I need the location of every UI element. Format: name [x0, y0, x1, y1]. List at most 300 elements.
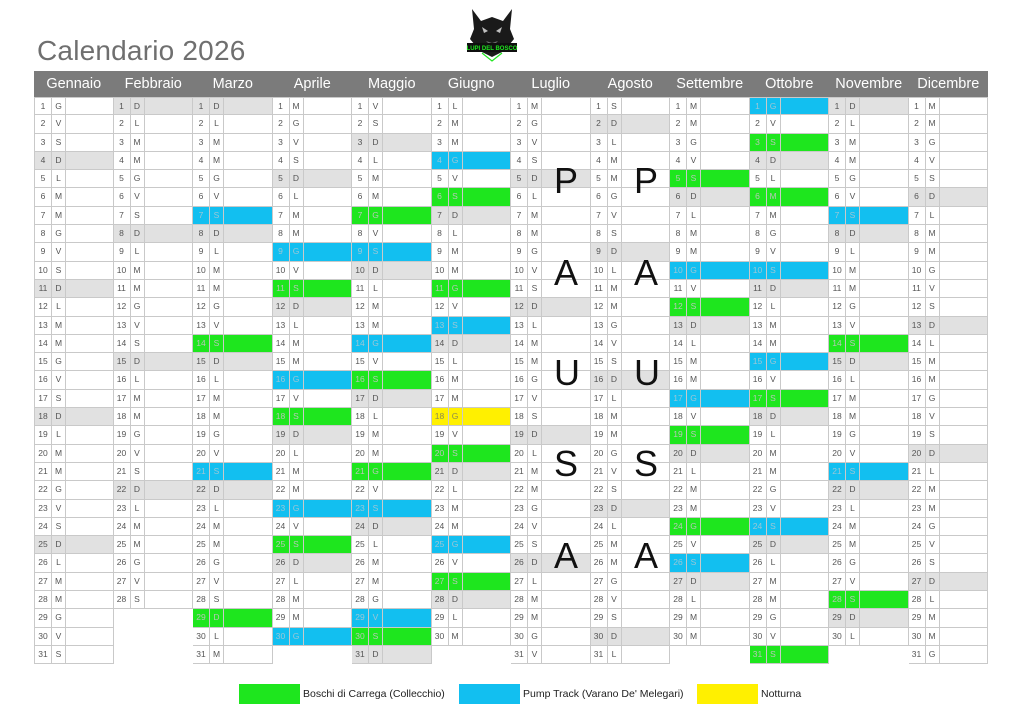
weekday-letter: M: [451, 136, 459, 147]
event-cell: [462, 481, 511, 498]
day-number: 15: [432, 353, 449, 370]
day-cell: [591, 573, 671, 591]
day-cell: [34, 298, 114, 316]
day-number: 21: [829, 463, 846, 480]
day-number: 27: [829, 573, 846, 590]
day-cell: [909, 262, 989, 280]
weekday-letter: D: [213, 101, 220, 111]
event-cell: [65, 426, 113, 443]
weekday-letter: D: [610, 502, 618, 513]
event-cell: [144, 481, 193, 498]
weekday-letter: S: [369, 628, 382, 645]
day-cell: [352, 280, 432, 298]
day-cell: [193, 97, 273, 115]
weekday-letter: S: [449, 317, 462, 334]
day-number: 5: [670, 170, 687, 187]
day-cell: [591, 115, 671, 133]
weekday-letter: M: [133, 539, 141, 550]
weekday-letter: S: [611, 612, 617, 623]
event-cell: [780, 152, 829, 169]
day-number: 19: [670, 426, 687, 443]
day-number: 31: [193, 646, 210, 663]
day-number: 17: [909, 390, 926, 407]
day-cell: [432, 170, 512, 188]
weekday-letter: D: [292, 301, 300, 312]
day-cell: [750, 536, 830, 554]
day-cell: [909, 500, 989, 518]
event-cell: [462, 115, 511, 132]
weekday-letter: D: [451, 465, 459, 476]
day-cell: [829, 554, 909, 572]
weekday-letter: M: [928, 118, 936, 129]
event-cell: [859, 225, 908, 242]
weekday-letter: S: [55, 648, 62, 659]
weekday-letter: L: [929, 465, 935, 476]
weekday-letter: M: [371, 447, 380, 458]
day-number: 6: [511, 188, 528, 205]
weekday-letter: D: [133, 228, 141, 239]
day-number: 10: [193, 262, 210, 279]
weekday-letter: D: [690, 319, 697, 330]
weekday-letter: D: [849, 356, 856, 367]
weekday-letter: M: [848, 136, 857, 147]
day-cell: [273, 152, 353, 170]
event-cell: [700, 170, 749, 187]
day-number: 15: [193, 353, 210, 370]
month-column: [114, 97, 194, 664]
day-cell: [114, 390, 194, 408]
day-cell: [829, 481, 909, 499]
event-cell: [859, 317, 908, 334]
event-cell: [700, 628, 749, 645]
day-number: 7: [829, 207, 846, 224]
day-cell: [193, 481, 273, 499]
day-number: 19: [829, 426, 846, 443]
event-cell: [462, 134, 511, 151]
day-cell: [114, 134, 194, 152]
day-number: 14: [591, 335, 608, 352]
weekday-letter: M: [928, 612, 936, 623]
day-cell: [273, 134, 353, 152]
day-cell: [511, 262, 591, 280]
event-cell: [303, 536, 352, 553]
weekday-letter: V: [134, 319, 140, 330]
day-cell: [432, 518, 512, 536]
day-number: 19: [591, 426, 608, 443]
day-number: 20: [829, 445, 846, 462]
event-cell: [223, 188, 272, 205]
weekday-letter: D: [133, 484, 141, 495]
weekday-letter: S: [846, 207, 859, 224]
event-cell: [700, 573, 749, 590]
day-cell: [352, 115, 432, 133]
weekday-letter: L: [56, 429, 61, 440]
weekday-letter: V: [611, 337, 617, 348]
weekday-letter: S: [55, 392, 62, 403]
weekday-letter: G: [531, 502, 538, 513]
event-cell: [780, 573, 829, 590]
day-number: 26: [511, 554, 528, 571]
weekday-letter: G: [369, 463, 382, 480]
weekday-letter: S: [213, 594, 220, 605]
day-cell: [511, 554, 591, 572]
day-cell: [511, 97, 591, 115]
weekday-letter: D: [690, 447, 697, 458]
weekday-letter: M: [689, 630, 698, 641]
day-cell: [352, 152, 432, 170]
day-cell: [750, 134, 830, 152]
day-cell: [193, 554, 273, 572]
event-cell: [541, 628, 590, 645]
weekday-letter: G: [290, 371, 303, 388]
day-number: 17: [670, 390, 687, 407]
day-cell: [34, 225, 114, 243]
month-header: Ottobre: [765, 76, 814, 92]
day-number: 17: [273, 390, 290, 407]
event-cell: [621, 115, 670, 132]
weekday-letter: M: [212, 154, 221, 165]
day-number: 13: [114, 317, 131, 334]
event-cell: [621, 335, 670, 352]
weekday-letter: M: [292, 484, 300, 495]
event-cell: [939, 646, 988, 663]
day-cell: [352, 554, 432, 572]
day-number: 1: [432, 98, 449, 114]
weekday-letter: V: [293, 264, 299, 275]
day-number: 30: [352, 628, 369, 645]
weekday-letter: L: [611, 264, 617, 275]
day-cell: [114, 408, 194, 426]
day-number: 21: [35, 463, 52, 480]
day-cell: [909, 188, 989, 206]
day-number: 11: [750, 280, 767, 297]
event-cell: [462, 353, 511, 370]
event-cell: [621, 646, 670, 663]
weekday-letter: M: [530, 594, 539, 605]
event-cell: [303, 262, 352, 279]
weekday-letter: V: [690, 411, 697, 422]
day-number: 26: [273, 554, 290, 571]
day-number: 5: [352, 170, 369, 187]
event-cell: [700, 609, 749, 626]
event-cell: [939, 243, 988, 260]
day-number: 7: [193, 207, 210, 224]
day-number: 7: [511, 207, 528, 224]
day-cell: [432, 500, 512, 518]
day-number: 27: [273, 573, 290, 590]
day-cell: [34, 353, 114, 371]
event-cell: [939, 170, 988, 187]
day-number: 18: [193, 408, 210, 425]
day-number: 11: [591, 280, 608, 297]
weekday-letter: V: [372, 484, 379, 495]
weekday-letter: M: [212, 411, 221, 422]
day-number: 26: [35, 554, 52, 571]
day-cell: [114, 243, 194, 261]
weekday-letter: M: [451, 502, 459, 513]
weekday-letter: M: [769, 447, 777, 458]
day-cell: [352, 188, 432, 206]
day-cell: [511, 317, 591, 335]
event-cell: [939, 317, 988, 334]
event-cell: [65, 298, 113, 315]
event-cell: [144, 390, 193, 407]
day-cell: [34, 609, 114, 627]
day-number: 17: [352, 390, 369, 407]
day-cell: [511, 298, 591, 316]
day-cell: [273, 536, 353, 554]
weekday-letter: M: [371, 301, 380, 312]
day-cell: [750, 426, 830, 444]
legend: [0, 684, 1024, 706]
weekday-letter: D: [55, 282, 62, 293]
weekday-letter: G: [213, 173, 220, 184]
event-cell: [859, 134, 908, 151]
day-cell: [670, 298, 750, 316]
day-number: 14: [114, 335, 131, 352]
day-cell: [352, 262, 432, 280]
weekday-letter: V: [849, 575, 856, 586]
weekday-letter: G: [610, 191, 618, 202]
weekday-letter: M: [689, 502, 698, 513]
event-cell: [65, 609, 113, 626]
event-cell: [382, 500, 431, 517]
event-cell: [700, 371, 749, 388]
weekday-letter: S: [531, 539, 538, 550]
day-cell: [829, 243, 909, 261]
event-cell: [223, 298, 272, 315]
weekday-letter: D: [849, 228, 856, 239]
event-cell: [541, 646, 590, 663]
day-cell: [193, 188, 273, 206]
day-number: 6: [193, 188, 210, 205]
weekday-letter: M: [133, 520, 141, 531]
day-cell: [750, 481, 830, 499]
month-header: Agosto: [607, 76, 653, 92]
event-cell: [223, 225, 272, 242]
weekday-letter: D: [372, 392, 379, 403]
day-number: 20: [591, 445, 608, 462]
event-cell: [303, 134, 352, 151]
day-number: 21: [193, 463, 210, 480]
event-cell: [541, 426, 590, 443]
event-cell: [700, 408, 749, 425]
day-cell: [193, 591, 273, 609]
day-number: 2: [670, 115, 687, 132]
day-cell: [511, 115, 591, 133]
day-cell: [34, 262, 114, 280]
weekday-letter: G: [769, 612, 777, 623]
weekday-letter: G: [290, 628, 303, 645]
day-number: 5: [35, 170, 52, 187]
wolf-logo: [464, 5, 520, 63]
event-cell: [382, 609, 431, 626]
day-number: 24: [193, 518, 210, 535]
day-number: 29: [193, 609, 210, 626]
event-cell: [621, 426, 670, 443]
event-cell: [780, 335, 829, 352]
day-cell: [591, 262, 671, 280]
pausa-letter: U: [554, 352, 580, 393]
weekday-letter: V: [770, 118, 776, 129]
day-cell: [750, 573, 830, 591]
day-number: 1: [591, 98, 608, 114]
weekday-letter: M: [769, 209, 777, 220]
weekday-letter: L: [373, 539, 378, 550]
weekday-letter: M: [54, 209, 63, 220]
event-cell: [859, 518, 908, 535]
event-cell: [382, 243, 431, 260]
day-number: 10: [352, 262, 369, 279]
day-cell: [193, 426, 273, 444]
day-number: 1: [193, 98, 210, 114]
day-number: 7: [273, 207, 290, 224]
day-number: 17: [114, 390, 131, 407]
weekday-letter: D: [133, 101, 141, 111]
event-cell: [223, 207, 272, 224]
weekday-letter: M: [848, 392, 857, 403]
weekday-letter: M: [530, 484, 539, 495]
event-cell: [780, 518, 829, 535]
day-number: 24: [670, 518, 687, 535]
day-number: 3: [273, 134, 290, 151]
weekday-letter: M: [133, 282, 141, 293]
day-cell: [909, 536, 989, 554]
day-cell: [432, 463, 512, 481]
event-cell: [144, 518, 193, 535]
event-cell: [780, 115, 829, 132]
day-cell: [750, 115, 830, 133]
day-cell: [591, 97, 671, 115]
event-cell: [780, 98, 829, 114]
day-number: 3: [352, 134, 369, 151]
day-cell: [909, 335, 989, 353]
pausa-letter: P: [634, 160, 659, 201]
day-number: 12: [273, 298, 290, 315]
day-cell: [829, 262, 909, 280]
weekday-letter: S: [290, 536, 303, 553]
event-cell: [859, 335, 908, 352]
event-cell: [541, 207, 590, 224]
day-number: 11: [432, 280, 449, 297]
legend-swatch-green: [239, 684, 300, 704]
day-cell: [909, 207, 989, 225]
weekday-letter: V: [611, 465, 617, 476]
page-title: Calendario 2026: [37, 35, 246, 66]
weekday-letter: G: [449, 408, 462, 425]
day-cell: [193, 134, 273, 152]
day-cell: [432, 207, 512, 225]
day-number: 8: [432, 225, 449, 242]
day-cell: [750, 518, 830, 536]
day-number: 16: [591, 371, 608, 388]
weekday-letter: G: [610, 447, 618, 458]
day-cell: [432, 481, 512, 499]
weekday-letter: S: [210, 463, 223, 480]
weekday-letter: M: [928, 502, 936, 513]
weekday-letter: M: [292, 101, 300, 111]
day-number: 11: [193, 280, 210, 297]
event-cell: [859, 98, 908, 114]
day-cell: [750, 188, 830, 206]
weekday-letter: S: [687, 170, 700, 187]
day-number: 1: [35, 98, 52, 114]
day-number: 25: [511, 536, 528, 553]
day-cell: [829, 115, 909, 133]
day-number: 31: [909, 646, 926, 663]
day-cell: [829, 591, 909, 609]
day-number: 22: [829, 481, 846, 498]
day-cell: [352, 573, 432, 591]
day-cell: [432, 573, 512, 591]
day-cell: [273, 463, 353, 481]
day-number: 12: [670, 298, 687, 315]
weekday-letter: M: [371, 429, 380, 440]
day-cell: [511, 188, 591, 206]
day-number: 22: [273, 481, 290, 498]
event-cell: [780, 207, 829, 224]
day-cell: [352, 426, 432, 444]
day-cell: [829, 134, 909, 152]
event-cell: [462, 225, 511, 242]
day-number: 29: [511, 609, 528, 626]
weekday-letter: S: [687, 426, 700, 443]
day-number: 16: [829, 371, 846, 388]
weekday-letter: L: [770, 301, 776, 312]
day-cell: [750, 628, 830, 646]
day-number: 10: [591, 262, 608, 279]
day-cell: [193, 371, 273, 389]
day-number: 19: [273, 426, 290, 443]
day-cell: [34, 536, 114, 554]
day-number: 19: [352, 426, 369, 443]
weekday-letter: L: [929, 337, 935, 348]
event-cell: [303, 280, 352, 297]
day-cell: [511, 573, 591, 591]
day-cell: [670, 591, 750, 609]
day-cell: [909, 280, 989, 298]
weekday-letter: G: [849, 301, 856, 312]
event-cell: [144, 426, 193, 443]
event-cell: [621, 225, 670, 242]
day-number: 25: [273, 536, 290, 553]
day-number: 27: [591, 573, 608, 590]
day-cell: [511, 152, 591, 170]
day-number: 1: [114, 98, 131, 114]
day-cell: [432, 609, 512, 627]
weekday-letter: V: [531, 136, 538, 147]
day-cell: [909, 408, 989, 426]
day-cell: [352, 628, 432, 646]
weekday-letter: L: [850, 246, 855, 257]
day-number: 22: [750, 481, 767, 498]
day-cell: [511, 481, 591, 499]
day-number: 25: [670, 536, 687, 553]
day-cell: [34, 445, 114, 463]
day-cell: [352, 591, 432, 609]
day-cell: [193, 298, 273, 316]
event-cell: [859, 152, 908, 169]
day-cell: [193, 262, 273, 280]
event-cell: [382, 554, 431, 571]
weekday-letter: M: [530, 209, 539, 220]
weekday-letter: G: [531, 246, 538, 257]
event-cell: [144, 445, 193, 462]
day-number: 7: [114, 207, 131, 224]
day-number: 7: [909, 207, 926, 224]
day-cell: [511, 134, 591, 152]
weekday-letter: L: [293, 319, 299, 330]
